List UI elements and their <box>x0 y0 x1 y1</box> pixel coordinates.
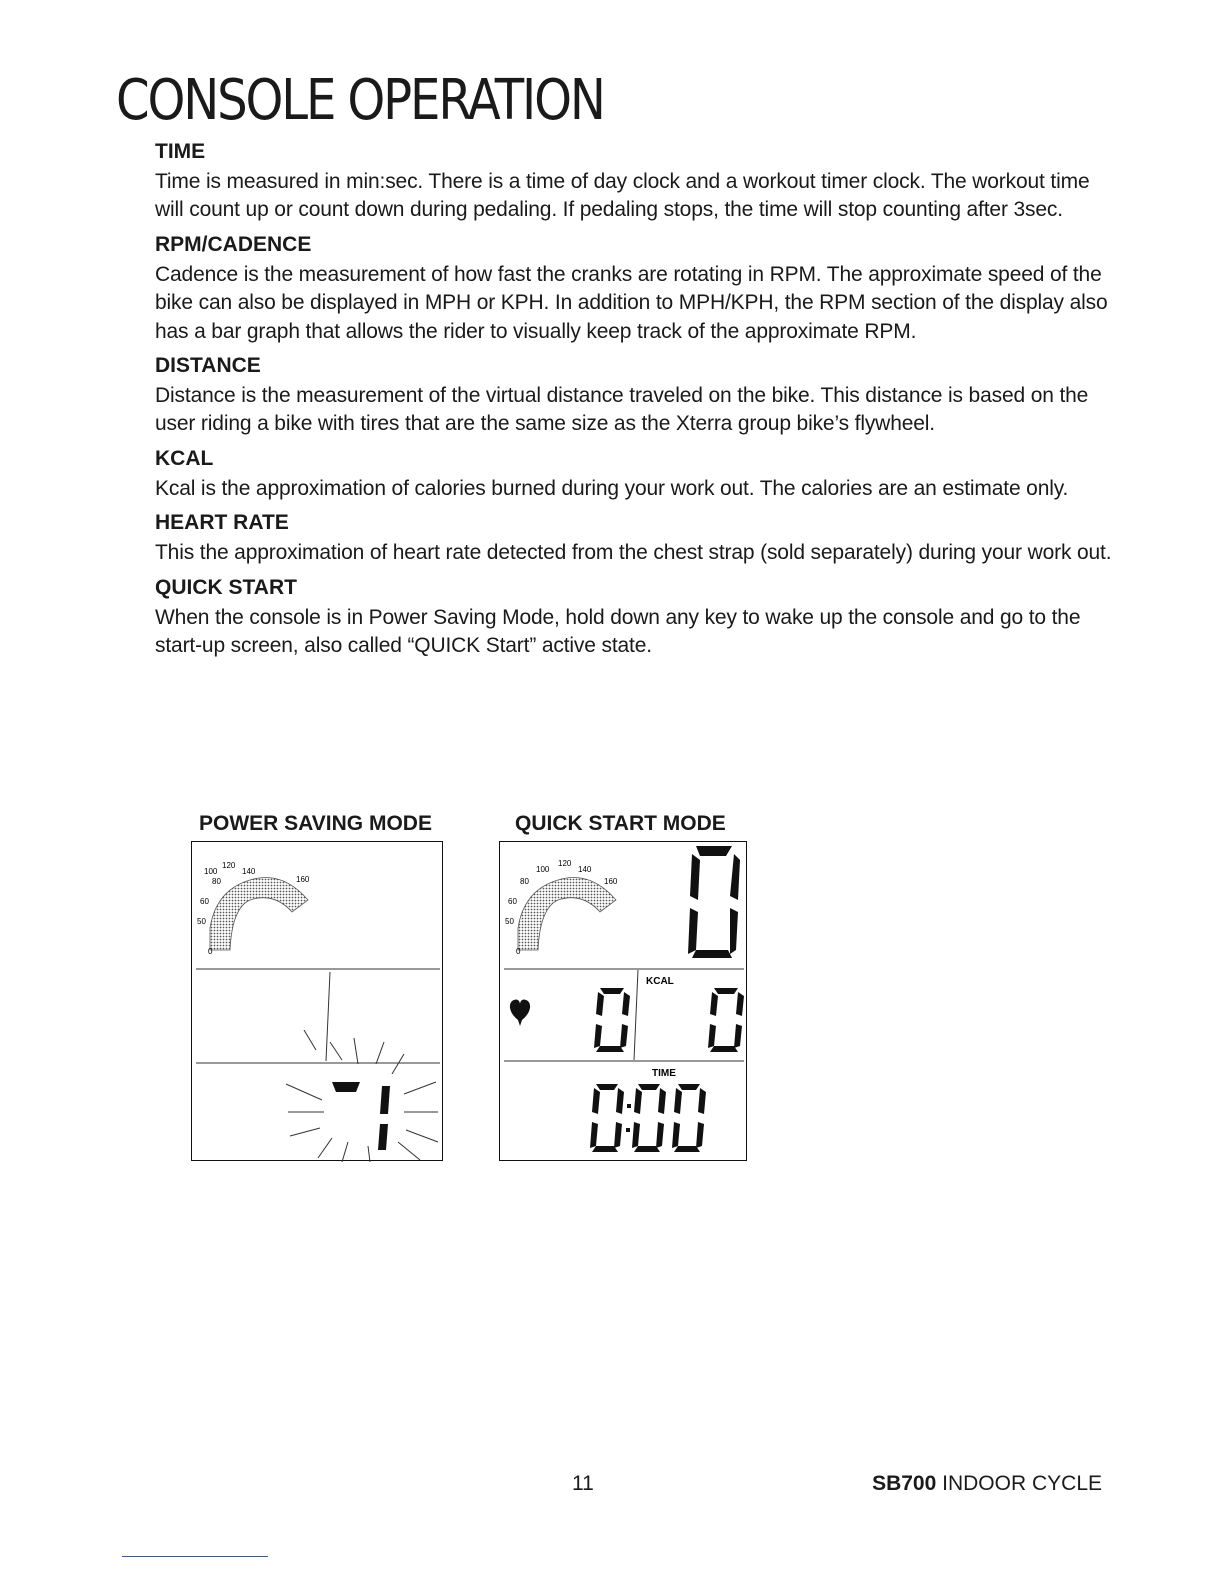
lcd-segment <box>380 1086 390 1114</box>
gauge-tick: 50 <box>197 917 206 926</box>
heart-rate-digit-segments <box>594 988 630 1052</box>
quick-start-display <box>499 841 747 1161</box>
time-label: TIME <box>652 1068 676 1079</box>
gauge-tick: 80 <box>520 877 529 886</box>
gauge-tick: 140 <box>578 865 592 874</box>
big-digit-segments <box>688 846 740 958</box>
gauge-tick: 160 <box>604 877 618 886</box>
lcd-divider <box>326 972 330 1061</box>
section-body: Time is measured in min:sec. There is a time of day clock and a workout timer clock. The workout time will count up or count down during pedaling. If pedaling stops, the time will stop counting after 3sec. <box>155 170 1090 222</box>
model-number: SB700 <box>872 1472 937 1495</box>
section-distance <box>155 352 1115 439</box>
kcal-digit: 0 <box>726 1022 727 1023</box>
section-rpm-cadence <box>155 231 1115 346</box>
section-heading: KCAL <box>155 446 214 470</box>
gauge-tick: 60 <box>200 897 209 906</box>
kcal-digit-segments <box>708 988 744 1052</box>
gauge-tick: 120 <box>222 861 236 870</box>
time-digit-segments <box>590 1084 706 1152</box>
section-heading: QUICK START <box>155 575 297 599</box>
power-saving-display <box>191 841 443 1161</box>
section-heading: HEART RATE <box>155 511 289 535</box>
quick-start-mode-label: QUICK START MODE <box>515 812 726 835</box>
heart-icon <box>510 999 530 1026</box>
gauge-tick: 0 <box>208 947 213 956</box>
section-body: Kcal is the approximation of calories burned during your work out. The calories are an estimate only. <box>155 476 1069 500</box>
section-heading: TIME <box>155 140 206 163</box>
page-number: 11 <box>572 1472 594 1495</box>
rpm-gauge-arc <box>210 878 308 951</box>
section-heading: DISTANCE <box>155 354 261 378</box>
gauge-tick: 80 <box>212 877 221 886</box>
kcal-label: KCAL <box>646 976 674 987</box>
rpm-gauge-arc <box>518 878 616 951</box>
section-time <box>155 138 1115 225</box>
section-quick-start <box>155 574 1115 661</box>
lcd-segment <box>378 1124 388 1150</box>
gauge-tick: 50 <box>505 917 514 926</box>
gauge-tick: 60 <box>508 897 517 906</box>
section-heart-rate <box>155 509 1115 567</box>
footer-rule <box>122 1556 268 1557</box>
quick-start-lcd <box>500 842 748 1162</box>
lcd-segment <box>332 1082 360 1092</box>
section-kcal <box>155 445 1115 503</box>
heart-rate-digit: 0 <box>612 1022 613 1023</box>
lcd-divider <box>634 970 638 1060</box>
product-name: INDOOR CYCLE <box>942 1472 1102 1495</box>
gauge-tick: 100 <box>536 865 550 874</box>
blink-rays <box>286 1030 438 1162</box>
big-digit: 0 <box>714 912 715 913</box>
blinking-digit: 7 <box>422 1158 423 1159</box>
gauge-tick: 120 <box>558 859 572 868</box>
power-saving-lcd <box>192 842 444 1162</box>
section-body: Cadence is the measurement of how fast the cranks are rotating in RPM. The approximate speed of the bike can also be displayed in MPH or KPH. In addition to MPH/KPH, the RPM section of the display also has a bar graph that allows the rider to visually keep track of the approximate RPM. <box>155 262 1108 343</box>
section-body: This the approximation of heart rate detected from the chest strap (sold separately) during your work out. <box>155 541 1112 565</box>
section-heading: RPM/CADENCE <box>155 232 312 256</box>
section-body: When the console is in Power Saving Mode, hold down any key to wake up the console and go to the start-up screen, also called “QUICK Start” active state. <box>155 605 1081 658</box>
footer-product <box>872 1470 1102 1498</box>
sections <box>155 138 1115 666</box>
gauge-tick: 0 <box>516 947 521 956</box>
gauge-tick: 100 <box>204 867 218 876</box>
power-saving-mode-label: POWER SAVING MODE <box>199 812 432 835</box>
gauge-tick: 140 <box>242 867 256 876</box>
time-value: 0:00 <box>650 1118 652 1119</box>
gauge-tick: 160 <box>296 875 310 884</box>
page-title: CONSOLE OPERATION <box>116 68 604 133</box>
section-body: Distance is the measurement of the virtual distance traveled on the bike. This distance is based on the user riding a bike with tires that are the same size as the Xterra group bike’s flywheel. <box>155 384 1089 436</box>
